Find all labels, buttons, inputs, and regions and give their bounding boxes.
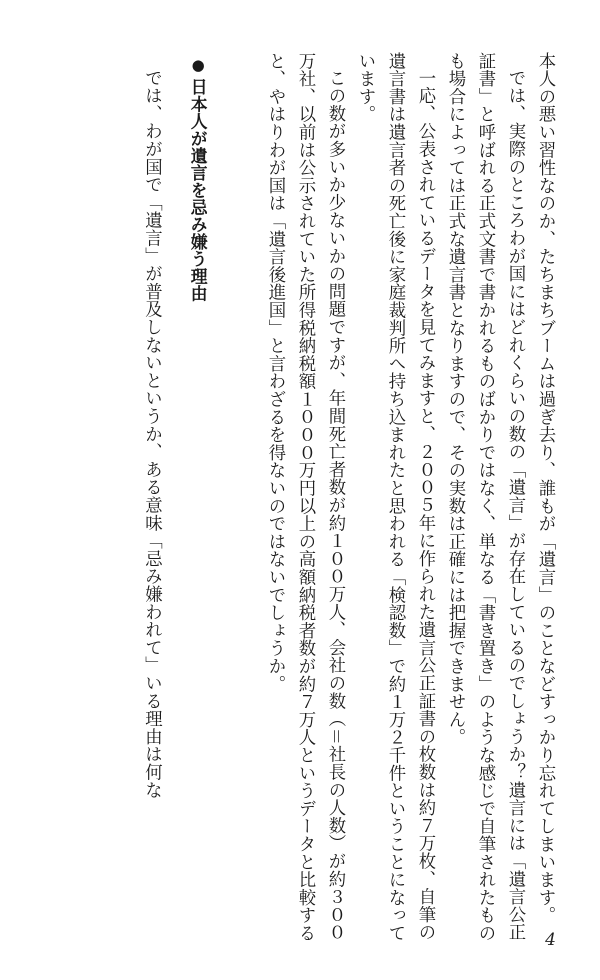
section-heading (183, 52, 213, 942)
section-gap (230, 52, 260, 942)
paragraph-3: 一応、公表されているデータを見てみますと、２００５年に作られた遺言公正証書の枚数は約７万枚、自筆の遺言書は遺言者の死亡後に家庭裁判所へ持ち込まれたと思われる「検認数」で約１万２千件ということになっています。 (355, 52, 435, 942)
section-heading-text: 日本人が遺言を忌み嫌う理由 (188, 78, 209, 302)
paragraph-2: では、実際のところわが国にはどれくらいの数の「遺言」が存在しているのでしょうか？遺言には「遺言公正証書」と呼ばれる正式文書で書かれるものばかりではなく、単なる「書き置き」のような感じで自筆されたものも場合によっては正式な遺言書となりますので、その実数は正確には把握できません。 (445, 52, 525, 942)
paragraph-1: 本人の悪い習性なのか、たちまちブームは過ぎ去り、誰もが「遺言」のことなどすっかり忘れてしまいます。 (535, 52, 555, 925)
page-number: 4 (545, 930, 556, 950)
paragraph-5: では、わが国で「遺言」が普及しないというか、ある意味「忌み嫌われて」いる理由は何な (141, 69, 162, 800)
vertical-text-block (136, 52, 560, 942)
bullet-circle-icon: ● (189, 56, 208, 75)
paragraph-4: この数が多いか少ないかの問題ですが、年間死亡者数が約１００万人、会社の数（＝社長の人数）が約３００万社、以前は公示されていた所得税納税額１０００万円以上の高額納税者数が約７万人というデータと比較すると、やはりわが国は「遺言後進国」と言わざるを得ないのではないでしょうか。 (265, 52, 345, 942)
